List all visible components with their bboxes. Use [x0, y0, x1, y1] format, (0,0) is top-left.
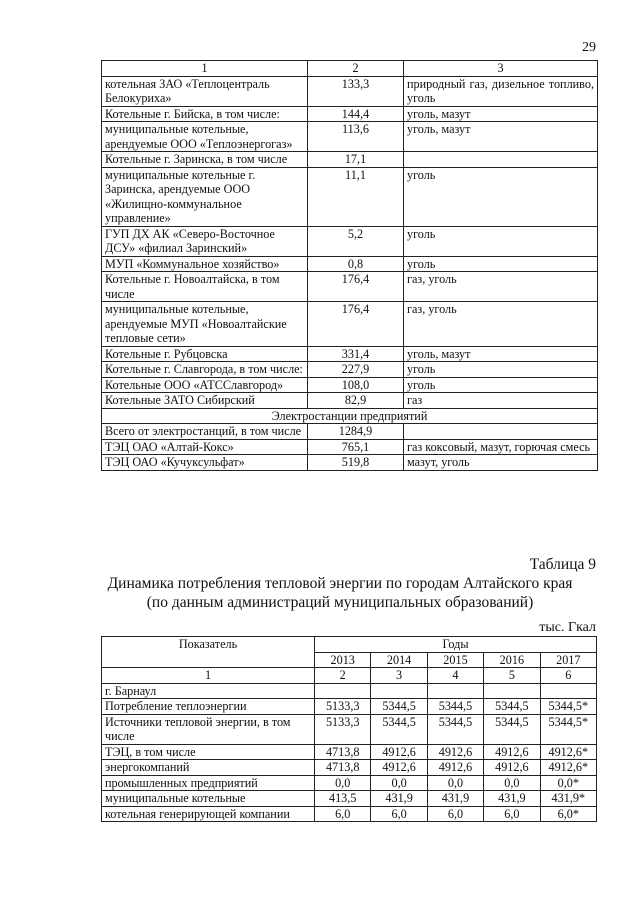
- table-row: [102, 152, 598, 168]
- source-name-cell: МУП «Коммунальное хозяйство»: [102, 256, 308, 272]
- output-value-cell: 133,3: [308, 76, 404, 106]
- value-cell: 5344,5*: [540, 714, 596, 744]
- source-name-cell: ГУП ДХ АК «Северо-Восточное ДСУ» «филиал Заринский»: [102, 226, 308, 256]
- indicator-header: Показатель: [102, 637, 315, 668]
- fuel-type-cell: газ, уголь: [404, 302, 598, 347]
- year-cell: 2014: [371, 652, 427, 668]
- table-row: [102, 226, 598, 256]
- output-value-cell: 227,9: [308, 362, 404, 378]
- output-value-cell: 765,1: [308, 439, 404, 455]
- table-row: [102, 377, 598, 393]
- source-name-cell: Всего от электростанций, в том числе: [102, 424, 308, 440]
- source-name-cell: Котельные г. Новоалтайска, в том числе: [102, 272, 308, 302]
- section-heading: Электростанции предприятий: [102, 408, 598, 424]
- table-row: [102, 167, 598, 226]
- table-title-line-1: Динамика потребления тепловой энергии по городам Алтайского края: [107, 575, 573, 592]
- value-cell: 0,0: [371, 775, 427, 791]
- fuel-type-cell: уголь, мазут: [404, 106, 598, 122]
- value-cell: 6,0: [371, 806, 427, 822]
- table-number: Таблица 9: [529, 556, 596, 573]
- fuel-type-cell: уголь: [404, 256, 598, 272]
- value-cell: 6,0: [484, 806, 540, 822]
- value-cell: 4713,8: [315, 760, 371, 776]
- source-name-cell: муниципальные котельные, арендуемые МУП «Новоалтайские тепловые сети»: [102, 302, 308, 347]
- table-row: [102, 346, 598, 362]
- indicator-name: Потребление теплоэнергии: [102, 699, 315, 715]
- value-cell: 4912,6: [484, 744, 540, 760]
- source-name-cell: Котельные ООО «АТССлавгород»: [102, 377, 308, 393]
- fuel-type-cell: [404, 152, 598, 168]
- value-cell: 431,9: [484, 791, 540, 807]
- fuel-type-cell: уголь: [404, 167, 598, 226]
- column-number: 6: [540, 668, 596, 684]
- table-header-row: [102, 61, 598, 77]
- units-label: тыс. Гкал: [539, 620, 596, 635]
- year-cell: 2013: [315, 652, 371, 668]
- output-value-cell: 17,1: [308, 152, 404, 168]
- table-row: [102, 106, 598, 122]
- output-value-cell: 519,8: [308, 455, 404, 471]
- output-value-cell: 113,6: [308, 122, 404, 152]
- source-name-cell: Котельные г. Славгорода, в том числе:: [102, 362, 308, 378]
- value-cell: 6,0*: [540, 806, 596, 822]
- year-cell: 2016: [484, 652, 540, 668]
- table-title-line-2: (по данным администраций муниципальных образований): [146, 594, 534, 611]
- empty-cell: [427, 683, 483, 699]
- source-name-cell: Котельные ЗАТО Сибирский: [102, 393, 308, 409]
- table-row: [102, 393, 598, 409]
- table-row: [102, 302, 598, 347]
- city-row: [102, 683, 597, 699]
- table-row: [102, 714, 597, 744]
- section-row: [102, 408, 598, 424]
- source-name-cell: Котельные г. Бийска, в том числе:: [102, 106, 308, 122]
- value-cell: 6,0: [315, 806, 371, 822]
- output-value-cell: 176,4: [308, 272, 404, 302]
- column-number-2: 2: [308, 61, 404, 77]
- value-cell: 0,0*: [540, 775, 596, 791]
- table-row: [102, 744, 597, 760]
- fuel-type-cell: природный газ, дизельное топливо, уголь: [404, 76, 598, 106]
- column-number: 1: [102, 668, 315, 684]
- source-name-cell: ТЭЦ ОАО «Кучуксульфат»: [102, 455, 308, 471]
- source-name-cell: Котельные г. Заринска, в том числе: [102, 152, 308, 168]
- empty-cell: [540, 683, 596, 699]
- table-row: [102, 806, 597, 822]
- city-name: г. Барнаул: [102, 683, 315, 699]
- column-number: 4: [427, 668, 483, 684]
- value-cell: 4713,8: [315, 744, 371, 760]
- table-row: [102, 362, 598, 378]
- value-cell: 4912,6: [484, 760, 540, 776]
- fuel-type-cell: уголь: [404, 226, 598, 256]
- indicator-name: промышленных предприятий: [102, 775, 315, 791]
- table-title: [80, 574, 600, 612]
- value-cell: 4912,6: [371, 760, 427, 776]
- value-cell: 413,5: [315, 791, 371, 807]
- fuel-type-cell: газ коксовый, мазут, горючая смесь: [404, 439, 598, 455]
- value-cell: 4912,6: [371, 744, 427, 760]
- indicator-name: муниципальные котельные: [102, 791, 315, 807]
- fuel-type-cell: уголь, мазут: [404, 346, 598, 362]
- table-row: [102, 760, 597, 776]
- value-cell: 431,9: [427, 791, 483, 807]
- value-cell: 431,9*: [540, 791, 596, 807]
- empty-cell: [315, 683, 371, 699]
- year-cell: 2015: [427, 652, 483, 668]
- value-cell: 431,9: [371, 791, 427, 807]
- column-numbering-row: [102, 668, 597, 684]
- fuel-type-cell: мазут, уголь: [404, 455, 598, 471]
- table-header-row: [102, 637, 597, 653]
- source-name-cell: котельная ЗАО «Теплоцентраль Белокуриха»: [102, 76, 308, 106]
- output-value-cell: 5,2: [308, 226, 404, 256]
- source-name-cell: муниципальные котельные г. Заринска, арендуемые ООО «Жилищно-коммунальное управление»: [102, 167, 308, 226]
- table-row: [102, 775, 597, 791]
- column-number: 5: [484, 668, 540, 684]
- fuel-type-cell: газ: [404, 393, 598, 409]
- heat-sources-table: [101, 60, 598, 471]
- table-row: [102, 122, 598, 152]
- table-row: [102, 272, 598, 302]
- indicator-name: ТЭЦ, в том числе: [102, 744, 315, 760]
- value-cell: 5344,5: [427, 714, 483, 744]
- table-row: [102, 791, 597, 807]
- value-cell: 0,0: [427, 775, 483, 791]
- value-cell: 5344,5*: [540, 699, 596, 715]
- table-row: [102, 439, 598, 455]
- table-row: [102, 424, 598, 440]
- heat-consumption-table: [101, 636, 597, 822]
- source-name-cell: ТЭЦ ОАО «Алтай-Кокс»: [102, 439, 308, 455]
- value-cell: 4912,6: [427, 760, 483, 776]
- value-cell: 4912,6*: [540, 760, 596, 776]
- table-row: [102, 256, 598, 272]
- value-cell: 5344,5: [427, 699, 483, 715]
- fuel-type-cell: уголь, мазут: [404, 122, 598, 152]
- value-cell: 5133,3: [315, 714, 371, 744]
- value-cell: 4912,6*: [540, 744, 596, 760]
- indicator-name: энергокомпаний: [102, 760, 315, 776]
- table-row: [102, 699, 597, 715]
- output-value-cell: 0,8: [308, 256, 404, 272]
- value-cell: 5344,5: [371, 699, 427, 715]
- indicator-name: котельная генерирующей компании: [102, 806, 315, 822]
- output-value-cell: 108,0: [308, 377, 404, 393]
- indicator-name: Источники тепловой энергии, в том числе: [102, 714, 315, 744]
- output-value-cell: 11,1: [308, 167, 404, 226]
- value-cell: 5344,5: [484, 699, 540, 715]
- value-cell: 5133,3: [315, 699, 371, 715]
- column-number-3: 3: [404, 61, 598, 77]
- value-cell: 5344,5: [371, 714, 427, 744]
- column-number: 2: [315, 668, 371, 684]
- empty-cell: [371, 683, 427, 699]
- empty-cell: [484, 683, 540, 699]
- output-value-cell: 331,4: [308, 346, 404, 362]
- value-cell: 6,0: [427, 806, 483, 822]
- fuel-type-cell: газ, уголь: [404, 272, 598, 302]
- years-header: Годы: [315, 637, 597, 653]
- page-number: 29: [582, 40, 596, 55]
- fuel-type-cell: уголь: [404, 362, 598, 378]
- table-row: [102, 76, 598, 106]
- output-value-cell: 82,9: [308, 393, 404, 409]
- year-cell: 2017: [540, 652, 596, 668]
- column-number: 3: [371, 668, 427, 684]
- output-value-cell: 1284,9: [308, 424, 404, 440]
- column-number-1: 1: [102, 61, 308, 77]
- output-value-cell: 176,4: [308, 302, 404, 347]
- output-value-cell: 144,4: [308, 106, 404, 122]
- value-cell: 4912,6: [427, 744, 483, 760]
- value-cell: 0,0: [315, 775, 371, 791]
- value-cell: 5344,5: [484, 714, 540, 744]
- fuel-type-cell: [404, 424, 598, 440]
- source-name-cell: муниципальные котельные, арендуемые ООО «Теплоэнергогаз»: [102, 122, 308, 152]
- value-cell: 0,0: [484, 775, 540, 791]
- source-name-cell: Котельные г. Рубцовска: [102, 346, 308, 362]
- fuel-type-cell: уголь: [404, 377, 598, 393]
- table-row: [102, 455, 598, 471]
